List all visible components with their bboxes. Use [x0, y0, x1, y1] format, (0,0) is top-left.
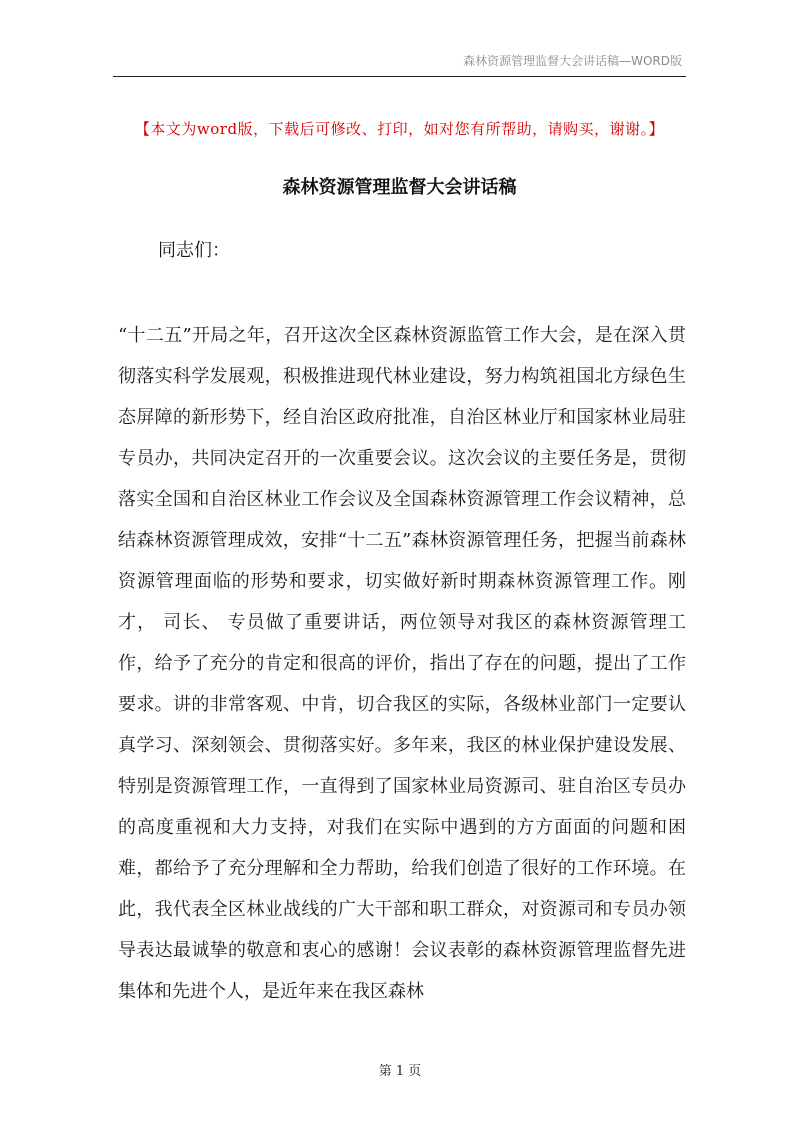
- running-header: 森林资源管理监督大会讲话稿—WORD版: [463, 54, 682, 68]
- body-paragraph: “十二五”开局之年，召开这次全区森林资源监管工作大会，是在深入贯彻落实科学发展观，积极推进现代林业建设，努力构筑祖国北方绿色生态屏障的新形势下，经自治区政府批准，自治区林业厅和国家林业局驻专员办，共同决定召开的一次重要会议。这次会议的主要任务是，贯彻落实全国和自治区林业工作会议及全国森林资源管理工作会议精神，总结森林资源管理成效，安排“十二五”森林资源管理任务，把握当前森林资源管理面临的形势和要求，切实做好新时期森林资源管理工作。刚才， 司长、 专员做了重要讲话，两位领导对我区的森林资源管理工作，给予了充分的肯定和很高的评价，指出了存在的问题，提出了工作要求。讲的非常客观、中肯，切合我区的实际，各级林业部门一定要认真学习、深刻领会、贯彻落实好。多年来，我区的林业保护建设发展、特别是资源管理工作，一直得到了国家林业局资源司、驻自治区专员办的高度重视和大力支持，对我们在实际中遇到的方方面面的问题和困难，都给予了充分理解和全力帮助，给我们创造了很好的工作环境。在此，我代表全区林业战线的广大干部和职工群众，对资源司和专员办领导表达最诚挚的敬意和衷心的感谢！会议表彰的森林资源管理监督先进集体和先进个人，是近年来在我区森林: [118, 325, 686, 1002]
- header-divider: [113, 76, 686, 77]
- document-title: 森林资源管理监督大会讲话稿: [282, 177, 517, 198]
- page-number: 第 1 页: [378, 1064, 422, 1079]
- salutation: 同志们：: [158, 240, 230, 261]
- purchase-notice: 【本文为word版，下载后可修改、打印，如对您有所帮助，请购买，谢谢。】: [134, 120, 665, 138]
